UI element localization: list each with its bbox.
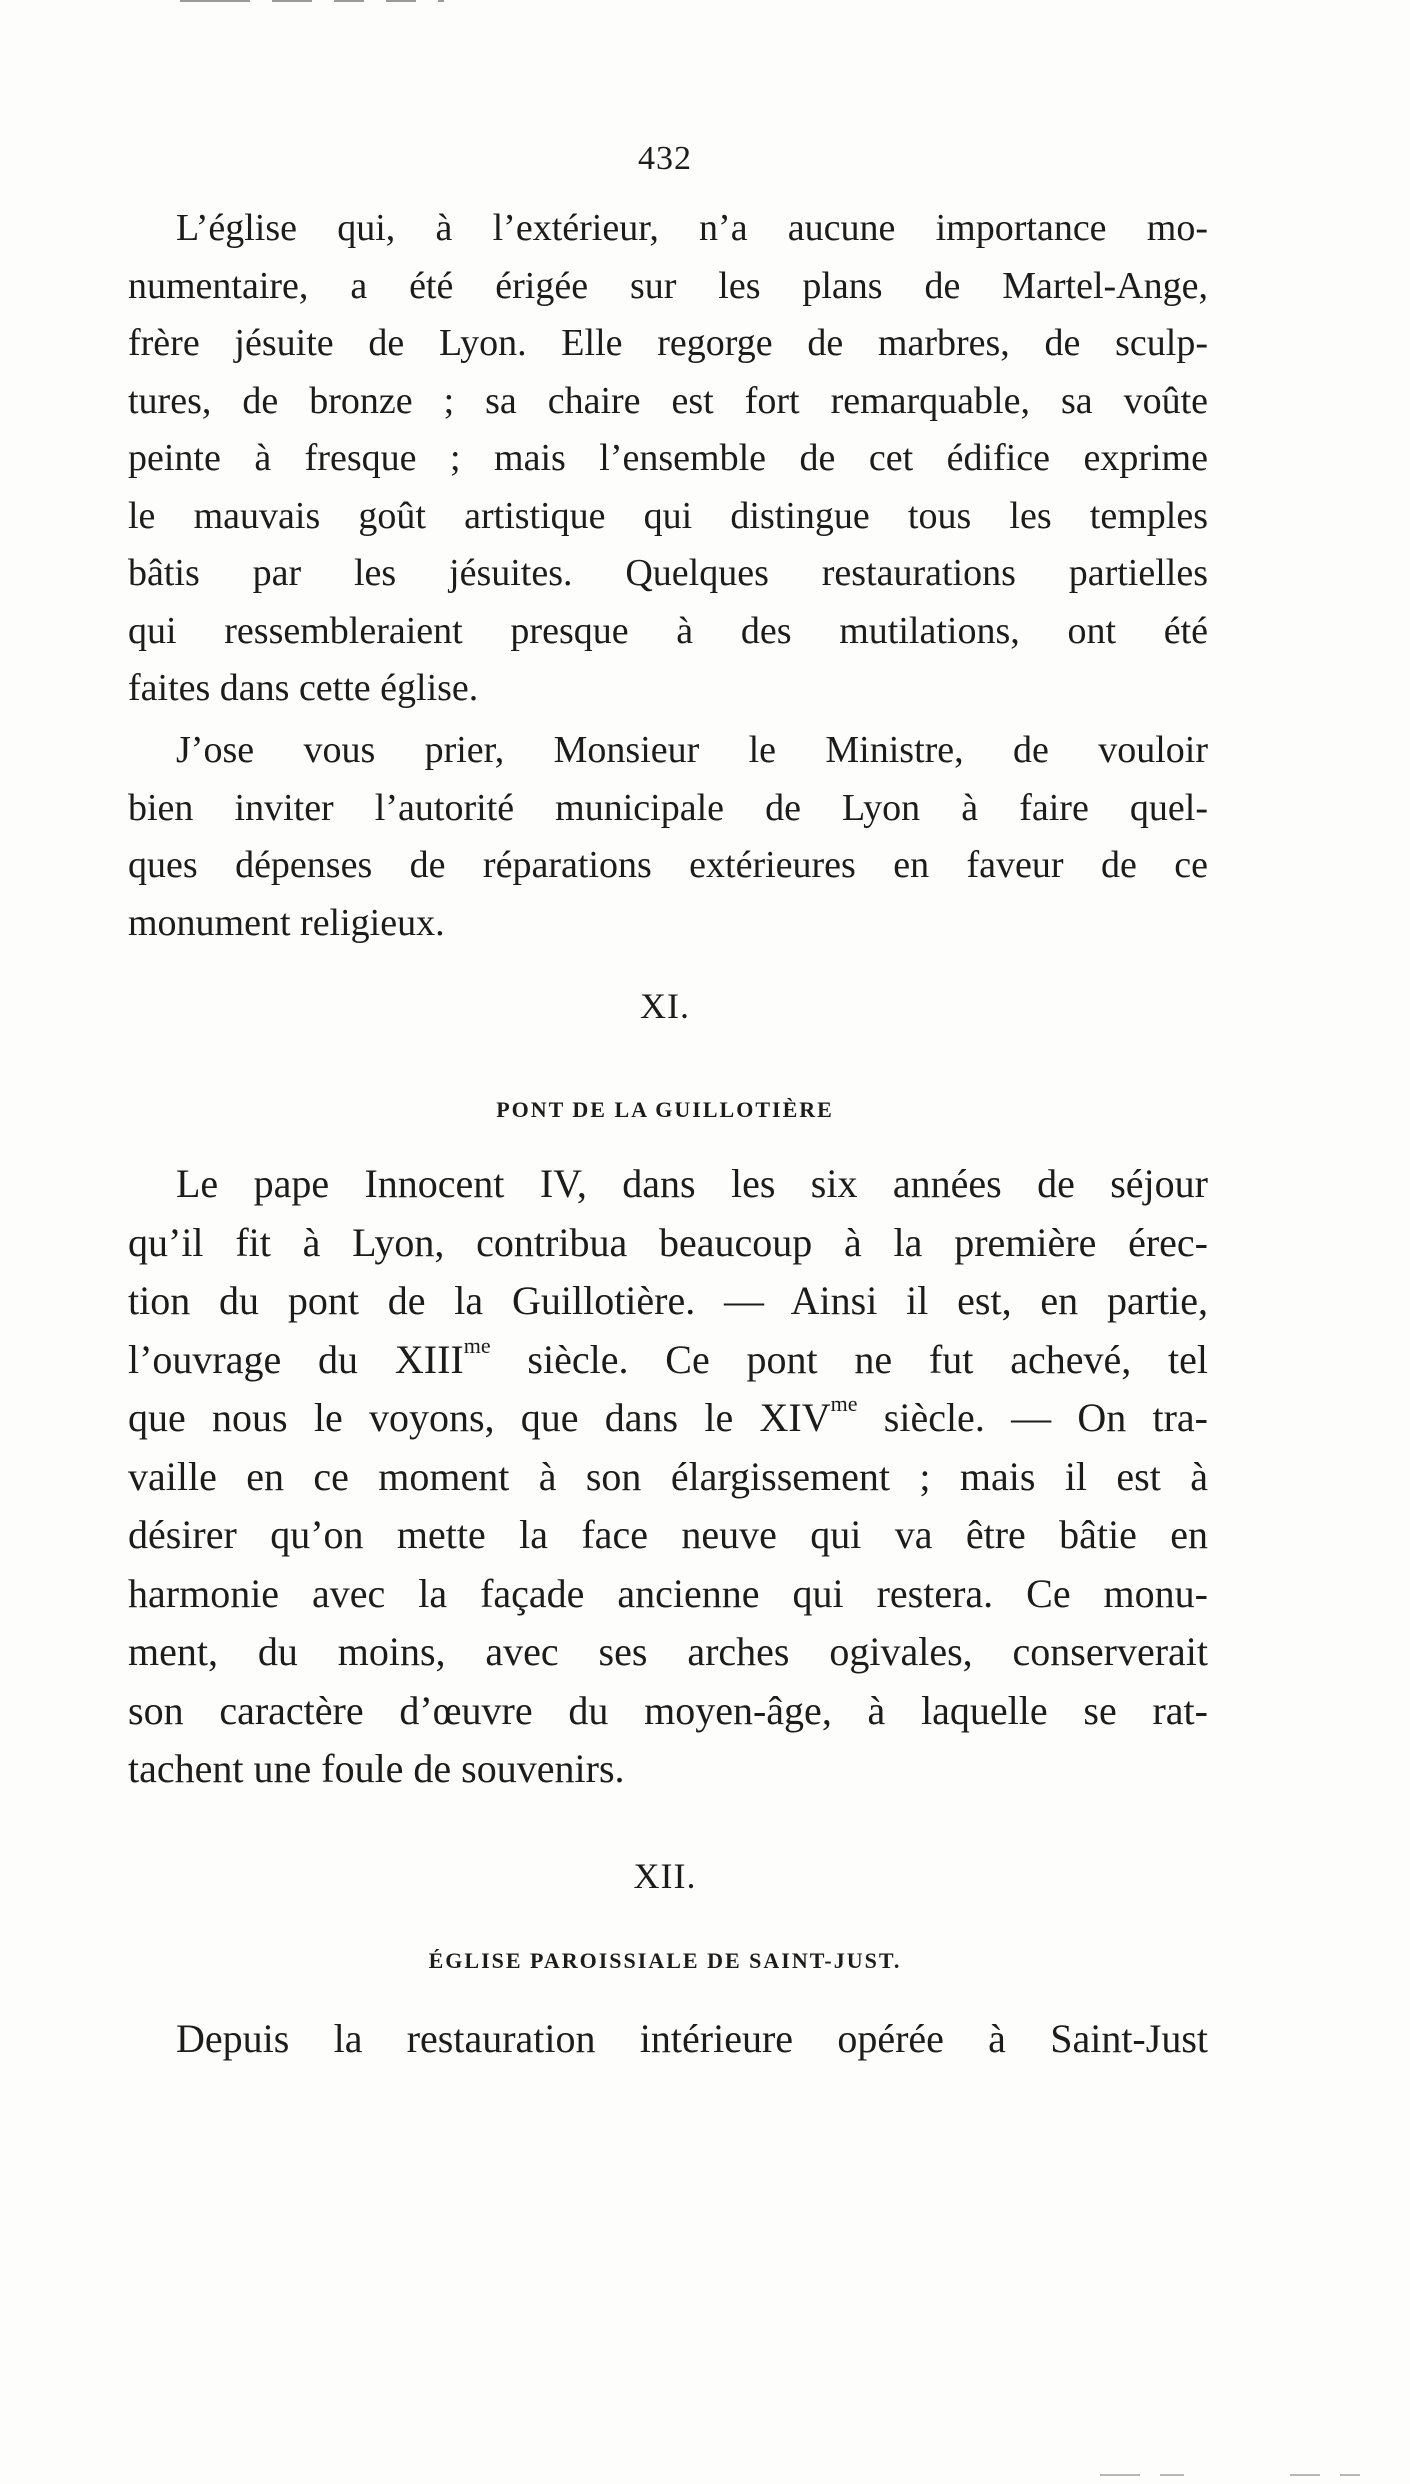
paragraph-line: harmonie avec la façade ancienne qui restera. Ce monu-: [128, 1570, 1208, 1616]
text-run: siècle. Ce pont ne fut achevé, tel: [490, 1336, 1208, 1382]
paragraph-line: bâtis par les jésuites. Quelques restaurations partielles: [128, 552, 1208, 594]
scan-mark: [1340, 2474, 1360, 2476]
paragraph-line: tion du pont de la Guillotière. — Ainsi il est, en partie,: [128, 1278, 1208, 1323]
paragraph-line: désirer qu’on mette la face neuve qui va être bâtie en: [128, 1512, 1208, 1557]
paragraph-2: [128, 722, 1208, 952]
paragraph-line: qu’il fit à Lyon, contribua beaucoup à la première érec-: [128, 1219, 1208, 1265]
paragraph-1: [128, 200, 1208, 718]
paragraph-line: tures, de bronze ; sa chaire est fort remarquable, sa voûte: [128, 379, 1208, 422]
text-run: l’ouvrage du XIII: [128, 1336, 464, 1382]
scan-mark: [1100, 2474, 1140, 2476]
text-run: siècle. — On tra-: [857, 1395, 1208, 1440]
paragraph-line: faites dans cette église.: [128, 667, 479, 709]
paragraph-line: ment, du moins, avec ses arches ogivales, conserverait: [128, 1629, 1208, 1674]
paragraph-line: frère jésuite de Lyon. Elle regorge de marbres, de sculp-: [128, 322, 1208, 364]
page-number: 432: [638, 140, 692, 177]
paragraph-line: numentaire, a été érigée sur les plans de Martel-Ange,: [128, 264, 1208, 307]
paragraph-line: peinte à fresque ; mais l’ensemble de cet édifice exprime: [128, 437, 1208, 479]
paragraph-line: Depuis la restauration intérieure opérée à Saint-Just: [176, 2016, 1208, 2061]
paragraph-3: [128, 1155, 1208, 1799]
superscript: me: [830, 1391, 858, 1417]
paragraph-line: monument religieux.: [128, 901, 445, 944]
paragraph-line: [128, 1389, 1208, 1448]
paragraph-line: ques dépenses de réparations extérieures en faveur de ce: [128, 844, 1208, 886]
paragraph-line: le mauvais goût artistique qui distingue tous les temples: [128, 494, 1208, 537]
paragraph-line: qui ressembleraient presque à des mutilations, ont été: [128, 609, 1208, 652]
paragraph-line: L’église qui, à l’extérieur, n’a aucune importance mo-: [176, 207, 1208, 249]
paragraph-line: vaille en ce moment à son élargissement ; mais il est à: [128, 1453, 1208, 1499]
section-11-title: PONT DE LA GUILLOTIÈRE: [496, 1097, 834, 1122]
paragraph-line: tachent une foule de souvenirs.: [128, 1746, 625, 1791]
paragraph-line: [128, 1331, 1208, 1390]
top-edge-rule: [180, 0, 480, 3]
superscript: me: [463, 1332, 491, 1358]
section-12-number: XII.: [633, 1856, 697, 1896]
paragraph-line: son caractère d’œuvre du moyen-âge, à laquelle se rat-: [128, 1687, 1208, 1733]
section-11-number: XI.: [640, 986, 690, 1026]
scan-mark: [1290, 2474, 1320, 2476]
paragraph-4: [128, 2010, 1208, 2069]
paragraph-line: bien inviter l’autorité municipale de Lyon à faire quel-: [128, 786, 1208, 829]
scan-mark: [1160, 2474, 1184, 2476]
paragraph-line: Le pape Innocent IV, dans les six années de séjour: [176, 1161, 1208, 1206]
section-12-title: ÉGLISE PAROISSIALE DE SAINT-JUST.: [428, 1948, 902, 1973]
paragraph-line: J’ose vous prier, Monsieur le Ministre, de vouloir: [176, 729, 1208, 771]
text-run: que nous le voyons, que dans le XIV: [128, 1395, 831, 1440]
